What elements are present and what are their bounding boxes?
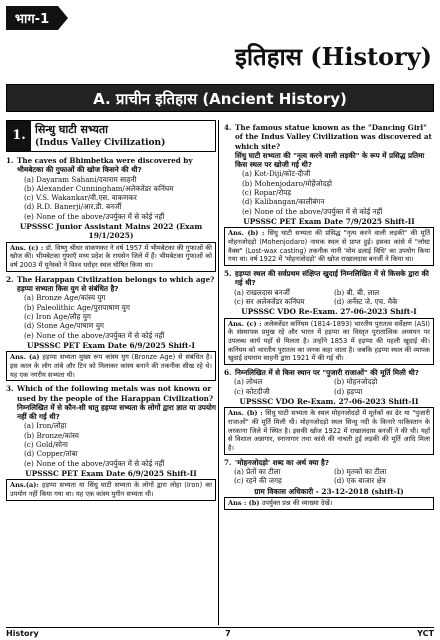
option: (d) Kalibangan/कालीबंगन xyxy=(242,197,325,207)
question-number: 1. xyxy=(6,156,14,165)
answer-box xyxy=(224,407,434,455)
question-number: 3. xyxy=(6,384,14,394)
question-text-hindi: निम्नलिखित में से किस स्थान पर "पुजारी राजाओं" की मूर्ति मिली थी? xyxy=(235,368,419,378)
option: (e) None of the above/उपर्युक्त में से कोई नहीं xyxy=(24,330,165,340)
option: (a) Kot-Diji/कोट-दीजी xyxy=(242,169,311,179)
answer-explanation: सिंधु घाटी सभ्यता के स्थल मोहनजोदड़ो में मूर्तकों का ढेर या "पुजारी राजाओं" की मूर्ति मिली थी। मोहनजोदड़ो स्थल सिन्धु नदी के किनारे पाकिस्तान के लरकाना जिले में स्थित है। इसकी खोज 1922 में राखालदास बनर्जी ने की थी। यहाँ से विशाल अन्नागार, स्नानागार तथा कांसे की नाचती हुई लड़की की मूर्ति आदि मिला है। xyxy=(228,409,430,453)
option: (d) हड़प्पा xyxy=(334,386,363,396)
option: (b) Paleolithic Age/पुरापाषाण युग xyxy=(24,302,130,312)
option: (b) Bronze/कांस्य xyxy=(24,430,79,440)
question-number: 7. xyxy=(224,457,232,467)
chapter-title-hindi: इतिहास xyxy=(235,43,302,71)
page-footer xyxy=(6,627,434,638)
question-text-hindi: हड़प्पा सभ्यता किस युग से संबंधित है? xyxy=(17,284,119,294)
exam-reference: UPSSSC PET Exam Date 6/9/2025 Shift-II xyxy=(25,468,197,478)
column-divider xyxy=(218,120,219,625)
question-text-hindi: सिंधु घाटी सभ्यता की "नृत्य करने वाली लड़की" के रूप में प्रसिद्ध प्रतिमा किस स्थल पर खोजी गई थी? xyxy=(235,150,425,170)
question-text-english: The caves of Bhimbetka were discovered by xyxy=(17,156,193,165)
answer-label: Ans.(a): xyxy=(10,481,39,490)
options-grid xyxy=(224,377,434,396)
question-number: 4. xyxy=(224,123,232,132)
question-english xyxy=(224,123,434,151)
option: (a) लोथल xyxy=(234,377,263,387)
option: (a) Dayaram Sahani/दयाराम साहनी xyxy=(24,174,137,184)
question-text-hindi: 'मोहनजोदड़ो' शब्द का अर्थ क्या है? xyxy=(235,457,330,467)
option: (e) None of the above/उपर्युक्त में से कोई नहीं xyxy=(242,206,383,216)
answer-label: Ans. (c) : xyxy=(228,319,262,328)
exam-reference: UPSSSC PET Exam Date 6/9/2025 Shift-I xyxy=(27,340,195,350)
subsection-number: 1. xyxy=(7,121,31,151)
exam-reference: UPSSSC VDO Re-Exam. 27-06-2023 Shift-II xyxy=(239,396,419,406)
answer-box xyxy=(224,318,434,366)
exam-reference: UPSSSC VDO Re-Exam. 27-06-2023 Shift-I xyxy=(241,307,417,317)
question-hindi xyxy=(224,269,434,288)
option: (b) मृतकों का टीला xyxy=(334,467,387,477)
subsection-heading xyxy=(6,120,216,152)
option: (d) Stone Age/पाषाण युग xyxy=(24,321,104,331)
part-badge: भाग-1 xyxy=(6,6,58,30)
subsection-title-english: (Indus Valley Civilization) xyxy=(35,138,166,148)
answer-explanation: डॉ. विष्णु श्रीधर वाकणकर ने वर्ष 1957 में भीमबेटका की गुफाओं की खोज की। भीमबेटका गुफाएँ मध्य प्रदेश के रायसेन जिले में हैं। भीमबेटका गुफाओं को वर्ष 2003 में यूनेस्को ने विश्व धरोहर स्थल घोषित किया था। xyxy=(10,243,212,270)
question-number: 6. xyxy=(224,368,232,378)
options-grid xyxy=(224,467,434,486)
question-text-hindi: हड़प्पा स्थल की सर्वप्रथम संक्षिप्त खुदाई निम्नलिखित में से किसके द्वारा की गई थी? xyxy=(235,269,429,288)
footer-subject: History xyxy=(6,629,39,638)
option: (c) Iron Age/लौह युग xyxy=(24,311,91,321)
option: (c) V.S. Wakankar/वी.एस. वाकणकर xyxy=(24,193,137,203)
page-number: 7 xyxy=(225,629,231,638)
question-english xyxy=(6,384,216,403)
answer-explanation: अलेक्जेंडर कनिंघम (1814-1893) भारतीय पुरातत्व सर्वेक्षण (ASI) के संस्थापक प्रमुख रहे और भारत में हड़प्पा का विस्तृत पुरातात्विक अध्ययन पर उपलब्ध कार्य यहाँ से मिलता है। उन्होंने 1853 में हड़प्पा की पहली खुदाई की। कनिंघम को भारतीय पुरातत्व का जनक कहा जाता है। जबकि हड़प्पा स्थल की व्यापक खुदाई दयाराम साहनी द्वारा 1921 में की गई थी। xyxy=(228,319,430,363)
footer-publisher: YCT xyxy=(417,629,434,638)
option: (c) रहने की जगह xyxy=(234,476,282,486)
question-text-hindi: भीमबेटका की गुफाओं की खोज किसने की थी? xyxy=(17,165,142,175)
answer-label: Ans. (b) : xyxy=(228,409,263,418)
answer-explanation: हड़प्पा सभ्यता या सिंधु घाटी सभ्यता के लोगों द्वारा लोहा (Iron) का उपयोग नहीं किया गया था। यह एक कांस्य युगीन सभ्यता थी। xyxy=(10,481,212,498)
option: (c) सर अलेक्जेंडर कनिंघम xyxy=(234,296,305,306)
option: (a) Iron/लोहा xyxy=(24,421,67,431)
question-hindi xyxy=(224,458,434,467)
option: (c) कोटदीजी xyxy=(234,386,270,396)
option: (e) None of the above/उपर्युक्त में से कोई नहीं xyxy=(24,211,165,221)
option: (b) Mohenjodaro/मोहेंजोदड़ो xyxy=(242,178,333,188)
exam-reference: UPSSSC PET Exam Date 7/9/2025 Shift-II xyxy=(243,216,415,226)
answer-box xyxy=(224,497,434,510)
option: (d) एक बाजार क्षेत्र xyxy=(334,476,386,486)
answer-label: Ans. (b) : xyxy=(228,229,265,238)
question-english xyxy=(6,275,216,284)
answer-box xyxy=(224,227,434,266)
exam-reference: ग्राम विकास अधिकारी - 23-12-2018 (shift-I) xyxy=(254,486,404,496)
option: (a) Bronze Age/कांस्य युग xyxy=(24,293,106,303)
option: (b) बी. बी. लाल xyxy=(334,287,380,297)
question-number: 2. xyxy=(6,274,14,284)
option: (e) None of the above/उपर्युक्त में से कोई नहीं xyxy=(24,458,165,468)
question-text-english: The Harappan Civilization belongs to which age? xyxy=(17,274,215,284)
chapter-title-english: (History) xyxy=(310,42,432,71)
answer-label: Ans : (b) xyxy=(228,498,260,507)
question-text-english: The famous statue known as the "Dancing Girl" of the Indus Valley Civilization was discovered at which site? xyxy=(235,123,432,151)
answer-explanation: सिंधु घाटी सभ्यता की प्रसिद्ध "नृत्य करने वाली लड़की" की मूर्ति मोहनजोदड़ो (Mohenjodaro) नामक स्थल से प्राप्त हुई। इसका कांसे में "लॉस्ट वैक्स" (Lost-wax casting) तकनीक यानी 'मोम ढलाई विधि' का उपयोग किया गया था। वर्ष 1922 में 'मोहनजोदड़ो' की खोज राखालदास बनर्जी ने किया था। xyxy=(228,229,430,264)
section-heading: A. प्राचीन इतिहास (Ancient History) xyxy=(6,84,434,112)
option: (d) Copper/तांबा xyxy=(24,449,78,459)
question-english xyxy=(6,156,216,165)
answer-explanation: उपर्युक्त प्रश्न की व्याख्या देखें। xyxy=(261,498,333,507)
answer-label: Ans. (a) xyxy=(10,353,40,362)
options-grid xyxy=(224,288,434,307)
answer-box xyxy=(6,479,216,500)
right-column xyxy=(224,120,434,510)
subsection-title-hindi: सिन्धु घाटी सभ्यता xyxy=(35,123,109,136)
exam-reference: UPSSSC Junior Assistant Mains 2022 (Exam 19/1/2025) xyxy=(19,222,203,241)
chapter-title xyxy=(235,40,432,73)
option: (c) Ropar/रोपड़ xyxy=(242,188,292,198)
question-text-hindi: निम्नलिखित में से कौन-सी धातु हड़प्पा सभ्यता के लोगों द्वारा ज्ञात या उपयोग नहीं की गई थी? xyxy=(17,402,216,422)
answer-explanation: हड़प्पा सभ्यता मुख्य रूप कांस्य युग (Bronze Age) से संबंधित है। इस काल के लोग तांबे और टिन को मिलाकर कांस्य बनाने की तकनीक सीख रहे थे। यह एक नगरीय सभ्यता थी। xyxy=(10,353,212,379)
option: (b) Alexander Cunningham/अलेक्जेंडर कनिंघम xyxy=(24,183,174,193)
left-column xyxy=(6,120,216,501)
option: (b) मोहनजोदड़ो xyxy=(334,377,378,387)
answer-box xyxy=(6,242,216,272)
option: (a) प्रेतों का टीला xyxy=(234,467,281,477)
question-hindi xyxy=(224,368,434,377)
option: (d) अर्नेस्ट जे. एच. मैके xyxy=(334,296,398,306)
answer-box xyxy=(6,351,216,381)
answer-label: Ans. (c) : xyxy=(10,243,44,252)
option: (c) Gold/सोना xyxy=(24,440,68,450)
option: (a) राखलदास बनर्जी xyxy=(234,287,290,297)
option: (d) R.D. Banerji/आर.डी. बनर्जी xyxy=(24,202,122,212)
question-text-english: Which of the following metals was not known or used by the people of the Harappan Civilization? xyxy=(17,384,214,403)
question-number: 5. xyxy=(224,269,232,279)
